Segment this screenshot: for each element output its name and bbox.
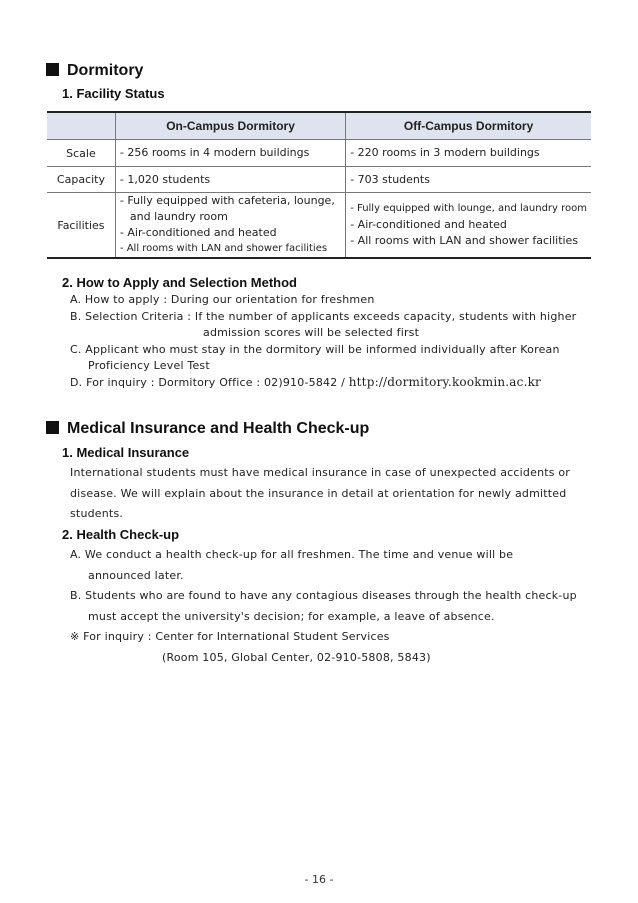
off-campus-cell: [346, 193, 591, 259]
cell-text: - All rooms with LAN and shower facilities: [119, 243, 328, 254]
square-bullet-icon: [46, 421, 59, 434]
health-checkup-heading: 2. Health Check-up: [62, 527, 180, 542]
cell-text: - Fully equipped with cafeteria, lounge,: [119, 194, 335, 207]
facility-table: [47, 111, 591, 259]
checkup-line: announced later.: [88, 569, 184, 582]
on-campus-cell: [115, 193, 345, 259]
apply-line: C. Applicant who must stay in the dormitory will be informed individually after Korean: [70, 343, 560, 356]
cell-text: - All rooms with LAN and shower facilities: [350, 234, 579, 247]
cell-text: - 703 students: [350, 172, 430, 186]
apply-line: A. How to apply : During our orientation for freshmen: [70, 293, 375, 306]
checkup-inquiry-line: ※ For inquiry : Center for International Student Services: [70, 630, 390, 643]
row-label: Capacity: [47, 167, 115, 193]
cell-text: - 220 rooms in 3 modern buildings: [350, 146, 540, 159]
insurance-line: disease. We will explain about the insurance in detail at orientation for newly admitted: [70, 487, 567, 500]
checkup-line: must accept the university's decision; for example, a leave of absence.: [88, 610, 495, 623]
apply-line: B. Selection Criteria : If the number of applicants exceeds capacity, students with higher: [70, 310, 577, 323]
checkup-line: A. We conduct a health check-up for all freshmen. The time and venue will be: [70, 548, 514, 561]
cell-text: - Fully equipped with lounge, and laundry room: [350, 203, 587, 214]
insurance-line: International students must have medical insurance in case of unexpected accidents or: [70, 466, 571, 479]
table-row: [47, 140, 591, 167]
inquiry-line: [70, 375, 541, 389]
table-row: [47, 193, 591, 259]
table-header-cell: On-Campus Dormitory: [115, 112, 345, 140]
dormitory-url-link[interactable]: http://dormitory.kookmin.ac.kr: [348, 375, 541, 389]
row-label: Scale: [47, 140, 115, 167]
page-number: - 16 -: [304, 873, 334, 886]
row-label: Facilities: [47, 193, 115, 259]
off-campus-cell: [346, 167, 591, 193]
facility-status-heading: 1. Facility Status: [62, 86, 165, 101]
cell-text: - 1,020 students: [119, 172, 211, 186]
off-campus-cell: [346, 140, 591, 167]
checkup-line: B. Students who are found to have any contagious diseases through the health check-up: [70, 589, 577, 602]
apply-heading: 2. How to Apply and Selection Method: [62, 275, 297, 290]
square-bullet-icon: [46, 63, 59, 76]
apply-line: Proficiency Level Test: [88, 359, 210, 372]
table-row: [47, 167, 591, 193]
cell-text: - Air-conditioned and heated: [119, 226, 277, 239]
medical-insurance-heading: 1. Medical Insurance: [62, 445, 190, 460]
medical-heading: Medical Insurance and Health Check-up: [46, 420, 369, 438]
on-campus-cell: [115, 167, 345, 193]
insurance-line: students.: [70, 507, 124, 520]
on-campus-cell: [115, 140, 345, 167]
dormitory-heading: Dormitory: [46, 62, 143, 80]
checkup-contact-line: (Room 105, Global Center, 02-910-5808, 5843): [162, 651, 431, 664]
cell-text: and laundry room: [129, 210, 228, 223]
table-header-row: [47, 112, 591, 140]
inquiry-text: D. For inquiry : Dormitory Office : 02)910-5842 /: [70, 376, 349, 389]
table-header-cell: Off-Campus Dormitory: [346, 112, 591, 140]
cell-text: - Air-conditioned and heated: [350, 218, 507, 231]
table-header-cell: [47, 112, 115, 140]
cell-text: - 256 rooms in 4 modern buildings: [119, 146, 310, 159]
apply-line: admission scores will be selected first: [203, 326, 420, 339]
